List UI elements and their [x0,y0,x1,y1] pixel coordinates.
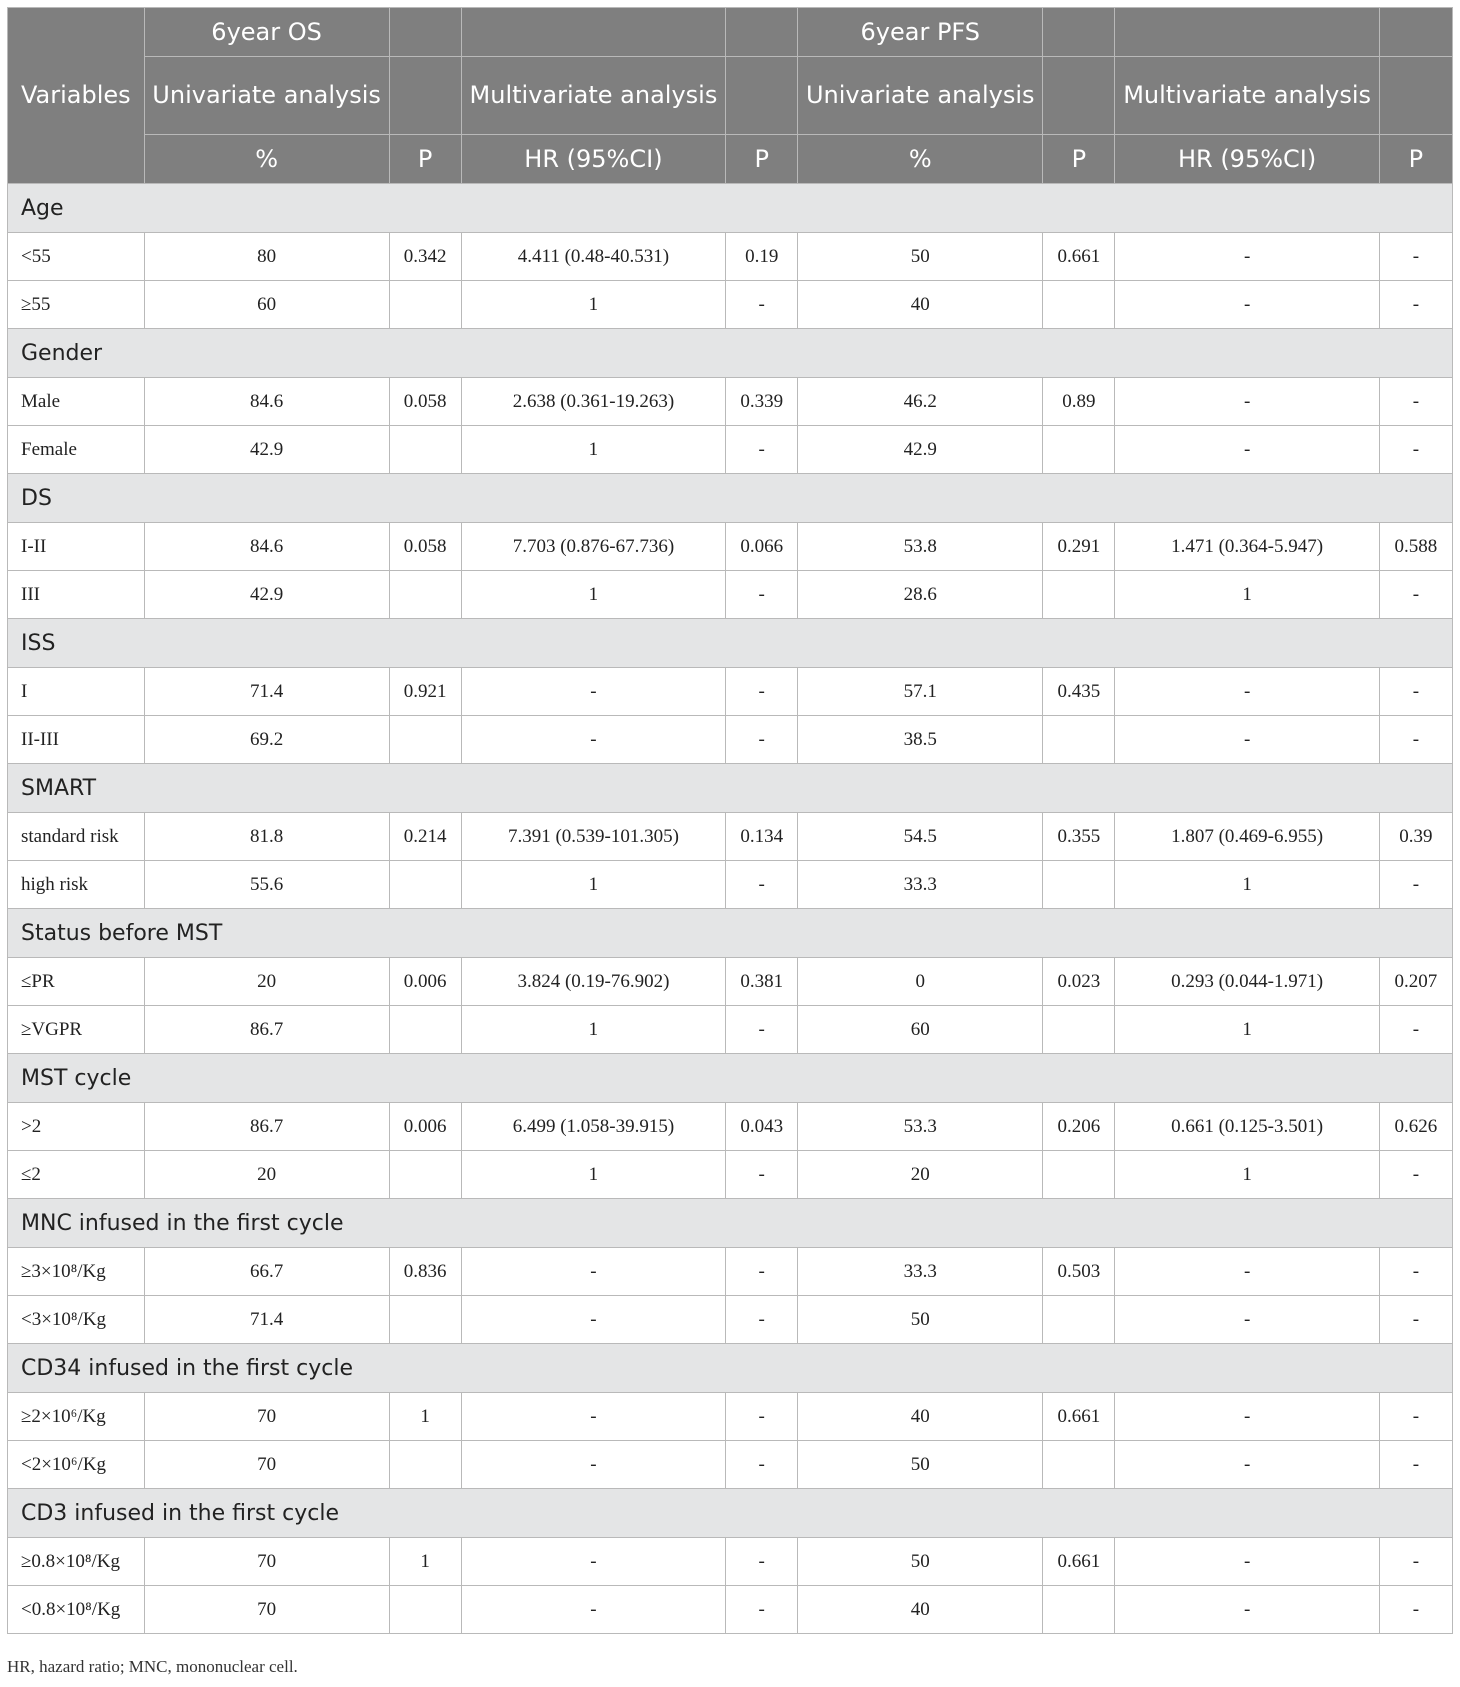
survival-analysis-table [7,7,1453,1634]
group-title: DS [8,474,1453,523]
pfs-multivariate-p-cell: - [1379,378,1452,426]
os-multivariate-p-cell: - [726,571,798,619]
pfs-percent-cell: 0 [798,958,1043,1006]
os-hazard-ratio-cell: 1 [461,571,725,619]
group-title: Status before MST [8,909,1453,958]
row-label-cell: Female [8,426,145,474]
blank-header-cell [1043,57,1115,135]
pfs-hazard-ratio-cell: 0.293 (0.044-1.971) [1115,958,1379,1006]
pfs-hazard-ratio-cell: - [1115,281,1379,329]
group-title: Gender [8,329,1453,378]
blank-header-cell [1115,8,1379,57]
table-row [8,1103,1453,1151]
pfs-univariate-header: Univariate analysis [798,57,1043,135]
os-percent-cell: 71.4 [144,1296,389,1344]
os-percent-header: % [144,135,389,184]
pfs-p-value-cell [1043,1441,1115,1489]
os-multivariate-p-cell: 0.381 [726,958,798,1006]
pfs-percent-header: % [798,135,1043,184]
pfs-percent-cell: 42.9 [798,426,1043,474]
os-multivariate-p-cell: 0.19 [726,233,798,281]
pfs-percent-cell: 50 [798,1538,1043,1586]
pfs-p-value-cell [1043,861,1115,909]
os-hazard-ratio-cell: 2.638 (0.361-19.263) [461,378,725,426]
group-header-row [8,1199,1453,1248]
pfs-percent-cell: 33.3 [798,1248,1043,1296]
pfs-hazard-ratio-cell: - [1115,233,1379,281]
row-label-cell: ≥55 [8,281,145,329]
table-row [8,378,1453,426]
pfs-p-value-cell: 0.89 [1043,378,1115,426]
os-p-value-cell [389,1296,461,1344]
os-percent-cell: 42.9 [144,426,389,474]
pfs-percent-cell: 57.1 [798,668,1043,716]
os-hazard-ratio-cell: - [461,716,725,764]
os-p-value-cell: 0.058 [389,523,461,571]
row-label-cell: I-II [8,523,145,571]
os-p-value-cell [389,1006,461,1054]
os-hazard-ratio-cell: - [461,1586,725,1634]
pfs-percent-cell: 53.3 [798,1103,1043,1151]
pfs-multivariate-p-cell: - [1379,1586,1452,1634]
table-footnote: HR, hazard ratio; MNC, mononuclear cell. [7,1657,298,1676]
group-header-row [8,619,1453,668]
pfs-p-value-cell: 0.435 [1043,668,1115,716]
pfs-percent-cell: 60 [798,1006,1043,1054]
blank-header-cell [726,57,798,135]
os-percent-cell: 60 [144,281,389,329]
os-multivariate-header: Multivariate analysis [461,57,725,135]
table-row [8,281,1453,329]
pfs-multivariate-p-cell: - [1379,571,1452,619]
os-hazard-ratio-cell: - [461,1441,725,1489]
pfs-hazard-ratio-cell: - [1115,716,1379,764]
pfs-percent-cell: 28.6 [798,571,1043,619]
pfs-multivariate-p-cell: 0.39 [1379,813,1452,861]
pfs-p-value-cell: 0.291 [1043,523,1115,571]
os-multivariate-p-cell: - [726,1586,798,1634]
pfs-p-value-cell [1043,1006,1115,1054]
os-title-header: 6year OS [144,8,389,57]
pfs-p-value-cell [1043,716,1115,764]
os-multivariate-p-cell: - [726,1248,798,1296]
pfs-hazard-ratio-cell: 1.471 (0.364-5.947) [1115,523,1379,571]
pfs-multivariate-p-cell: - [1379,1441,1452,1489]
os-percent-cell: 71.4 [144,668,389,716]
os-multivariate-p-cell: - [726,1441,798,1489]
pfs-multivariate-p-cell: - [1379,1248,1452,1296]
pfs-p-value-cell: 0.503 [1043,1248,1115,1296]
os-hazard-ratio-cell: 6.499 (1.058-39.915) [461,1103,725,1151]
pfs-multivariate-p-cell: - [1379,668,1452,716]
os-percent-cell: 42.9 [144,571,389,619]
os-multivariate-p-cell: - [726,668,798,716]
table-row [8,716,1453,764]
row-label-cell: ≤PR [8,958,145,1006]
group-title: CD3 infused in the first cycle [8,1489,1453,1538]
table-row [8,861,1453,909]
table-row [8,813,1453,861]
table-row [8,1296,1453,1344]
pfs-multivariate-p-cell: 0.207 [1379,958,1452,1006]
os-p-value-cell [389,861,461,909]
row-label-cell: ≥VGPR [8,1006,145,1054]
pfs-multivariate-p-cell: 0.626 [1379,1103,1452,1151]
os-multivariate-p-cell: - [726,1538,798,1586]
os-multivariate-p-cell: 0.339 [726,378,798,426]
os-hazard-ratio-cell: - [461,1538,725,1586]
pfs-percent-cell: 20 [798,1151,1043,1199]
pfs-multivariate-p-cell: - [1379,1393,1452,1441]
os-hr-header: HR (95%CI) [461,135,725,184]
group-title: MST cycle [8,1054,1453,1103]
variables-header: Variables [8,8,145,184]
pfs-percent-cell: 54.5 [798,813,1043,861]
row-label-cell: II-III [8,716,145,764]
pfs-multivariate-p-cell: - [1379,861,1452,909]
row-label-cell: I [8,668,145,716]
group-header-row [8,909,1453,958]
group-title: SMART [8,764,1453,813]
pfs-hazard-ratio-cell: 1 [1115,1151,1379,1199]
pfs-hr-header: HR (95%CI) [1115,135,1379,184]
pfs-p-value-cell: 0.023 [1043,958,1115,1006]
os-percent-cell: 55.6 [144,861,389,909]
pfs-p-value-cell [1043,281,1115,329]
os-percent-cell: 84.6 [144,378,389,426]
os-hazard-ratio-cell: - [461,1248,725,1296]
os-multivariate-p-cell: - [726,1296,798,1344]
pfs-hazard-ratio-cell: 1 [1115,571,1379,619]
pfs-percent-cell: 40 [798,1586,1043,1634]
group-title: CD34 infused in the first cycle [8,1344,1453,1393]
group-title: ISS [8,619,1453,668]
row-label-cell: <0.8×10⁸/Kg [8,1586,145,1634]
os-p-value-cell [389,1586,461,1634]
os-hazard-ratio-cell: 1 [461,281,725,329]
blank-header-cell [389,57,461,135]
os-p-value-cell [389,426,461,474]
os-percent-cell: 20 [144,1151,389,1199]
pfs-multivariate-p-cell: - [1379,716,1452,764]
os-univariate-header: Univariate analysis [144,57,389,135]
os-multivariate-p-cell: 0.043 [726,1103,798,1151]
pfs-hazard-ratio-cell: - [1115,1538,1379,1586]
pfs-percent-cell: 46.2 [798,378,1043,426]
blank-header-cell [1379,57,1452,135]
group-header-row [8,474,1453,523]
header-row-3 [8,135,1453,184]
os-percent-cell: 69.2 [144,716,389,764]
os-percent-cell: 80 [144,233,389,281]
table-row [8,1538,1453,1586]
pfs-percent-cell: 53.8 [798,523,1043,571]
row-label-cell: III [8,571,145,619]
row-label-cell: >2 [8,1103,145,1151]
os-hazard-ratio-cell: 7.391 (0.539-101.305) [461,813,725,861]
os-multivariate-p-cell: 0.066 [726,523,798,571]
os-multivariate-p-cell: - [726,861,798,909]
table-row [8,1441,1453,1489]
table-row [8,426,1453,474]
pfs-multivariate-p-cell: - [1379,1538,1452,1586]
pfs-multivariate-p-cell: - [1379,1006,1452,1054]
os-percent-cell: 86.7 [144,1103,389,1151]
os-hazard-ratio-cell: - [461,1296,725,1344]
table-header [8,8,1453,184]
row-label-cell: ≥2×10⁶/Kg [8,1393,145,1441]
os-p-header: P [389,135,461,184]
os-p-value-cell: 0.342 [389,233,461,281]
os-p-value-cell [389,1151,461,1199]
blank-header-cell [1379,8,1452,57]
pfs-hazard-ratio-cell: - [1115,426,1379,474]
os-hazard-ratio-cell: 7.703 (0.876-67.736) [461,523,725,571]
row-label-cell: standard risk [8,813,145,861]
table-row [8,1393,1453,1441]
os-percent-cell: 86.7 [144,1006,389,1054]
pfs-p-value-cell [1043,1151,1115,1199]
pfs-multi-p-header: P [1379,135,1452,184]
pfs-hazard-ratio-cell: - [1115,1441,1379,1489]
os-percent-cell: 66.7 [144,1248,389,1296]
row-label-cell: <55 [8,233,145,281]
table-row [8,1248,1453,1296]
table-row [8,1586,1453,1634]
blank-header-cell [461,8,725,57]
group-title: MNC infused in the first cycle [8,1199,1453,1248]
os-hazard-ratio-cell: 1 [461,426,725,474]
os-p-value-cell: 0.214 [389,813,461,861]
os-p-value-cell: 0.006 [389,958,461,1006]
os-hazard-ratio-cell: 4.411 (0.48-40.531) [461,233,725,281]
os-percent-cell: 70 [144,1586,389,1634]
pfs-percent-cell: 50 [798,1441,1043,1489]
os-hazard-ratio-cell: - [461,1393,725,1441]
os-percent-cell: 81.8 [144,813,389,861]
pfs-p-value-cell: 0.661 [1043,1538,1115,1586]
pfs-multivariate-p-cell: 0.588 [1379,523,1452,571]
os-hazard-ratio-cell: 1 [461,1151,725,1199]
os-p-value-cell: 0.006 [389,1103,461,1151]
os-multi-p-header: P [726,135,798,184]
pfs-p-value-cell [1043,1586,1115,1634]
row-label-cell: <2×10⁶/Kg [8,1441,145,1489]
pfs-hazard-ratio-cell: - [1115,1393,1379,1441]
os-percent-cell: 70 [144,1393,389,1441]
pfs-hazard-ratio-cell: - [1115,1248,1379,1296]
table-row [8,571,1453,619]
table-row [8,523,1453,571]
os-multivariate-p-cell: - [726,1151,798,1199]
pfs-hazard-ratio-cell: - [1115,378,1379,426]
pfs-multivariate-p-cell: - [1379,1151,1452,1199]
row-label-cell: Male [8,378,145,426]
pfs-percent-cell: 50 [798,1296,1043,1344]
pfs-hazard-ratio-cell: - [1115,1296,1379,1344]
os-multivariate-p-cell: - [726,716,798,764]
pfs-percent-cell: 40 [798,281,1043,329]
pfs-hazard-ratio-cell: 1 [1115,861,1379,909]
row-label-cell: ≥0.8×10⁸/Kg [8,1538,145,1586]
os-hazard-ratio-cell: 1 [461,861,725,909]
os-percent-cell: 70 [144,1538,389,1586]
pfs-hazard-ratio-cell: - [1115,668,1379,716]
pfs-percent-cell: 33.3 [798,861,1043,909]
group-title: Age [8,184,1453,233]
pfs-p-value-cell: 0.206 [1043,1103,1115,1151]
os-percent-cell: 70 [144,1441,389,1489]
pfs-hazard-ratio-cell: 0.661 (0.125-3.501) [1115,1103,1379,1151]
os-p-value-cell: 1 [389,1538,461,1586]
pfs-p-value-cell: 0.661 [1043,233,1115,281]
group-header-row [8,184,1453,233]
os-p-value-cell [389,281,461,329]
table-row [8,1151,1453,1199]
table-row [8,668,1453,716]
os-multivariate-p-cell: - [726,281,798,329]
pfs-hazard-ratio-cell: 1.807 (0.469-6.955) [1115,813,1379,861]
pfs-multivariate-p-cell: - [1379,1296,1452,1344]
os-hazard-ratio-cell: - [461,668,725,716]
os-p-value-cell [389,1441,461,1489]
blank-header-cell [389,8,461,57]
pfs-p-value-cell [1043,426,1115,474]
table-body [8,184,1453,1634]
os-hazard-ratio-cell: 1 [461,1006,725,1054]
os-p-value-cell [389,571,461,619]
pfs-percent-cell: 40 [798,1393,1043,1441]
os-multivariate-p-cell: - [726,1006,798,1054]
os-p-value-cell: 1 [389,1393,461,1441]
os-multivariate-p-cell: - [726,1393,798,1441]
row-label-cell: ≤2 [8,1151,145,1199]
pfs-p-value-cell: 0.355 [1043,813,1115,861]
pfs-title-header: 6year PFS [798,8,1043,57]
pfs-hazard-ratio-cell: - [1115,1586,1379,1634]
group-header-row [8,1054,1453,1103]
row-label-cell: <3×10⁸/Kg [8,1296,145,1344]
header-row-1 [8,8,1453,57]
table-row [8,1006,1453,1054]
pfs-multivariate-p-cell: - [1379,233,1452,281]
pfs-percent-cell: 50 [798,233,1043,281]
os-percent-cell: 20 [144,958,389,1006]
os-p-value-cell: 0.058 [389,378,461,426]
table-row [8,958,1453,1006]
pfs-p-header: P [1043,135,1115,184]
pfs-p-value-cell: 0.661 [1043,1393,1115,1441]
row-label-cell: high risk [8,861,145,909]
os-p-value-cell [389,716,461,764]
pfs-percent-cell: 38.5 [798,716,1043,764]
group-header-row [8,1344,1453,1393]
os-multivariate-p-cell: - [726,426,798,474]
pfs-p-value-cell [1043,1296,1115,1344]
os-p-value-cell: 0.921 [389,668,461,716]
pfs-multivariate-header: Multivariate analysis [1115,57,1379,135]
group-header-row [8,329,1453,378]
os-percent-cell: 84.6 [144,523,389,571]
os-hazard-ratio-cell: 3.824 (0.19-76.902) [461,958,725,1006]
blank-header-cell [1043,8,1115,57]
pfs-multivariate-p-cell: - [1379,281,1452,329]
pfs-p-value-cell [1043,571,1115,619]
pfs-hazard-ratio-cell: 1 [1115,1006,1379,1054]
table-row [8,233,1453,281]
os-p-value-cell: 0.836 [389,1248,461,1296]
blank-header-cell [726,8,798,57]
pfs-multivariate-p-cell: - [1379,426,1452,474]
header-row-2 [8,57,1453,135]
group-header-row [8,1489,1453,1538]
os-multivariate-p-cell: 0.134 [726,813,798,861]
row-label-cell: ≥3×10⁸/Kg [8,1248,145,1296]
group-header-row [8,764,1453,813]
